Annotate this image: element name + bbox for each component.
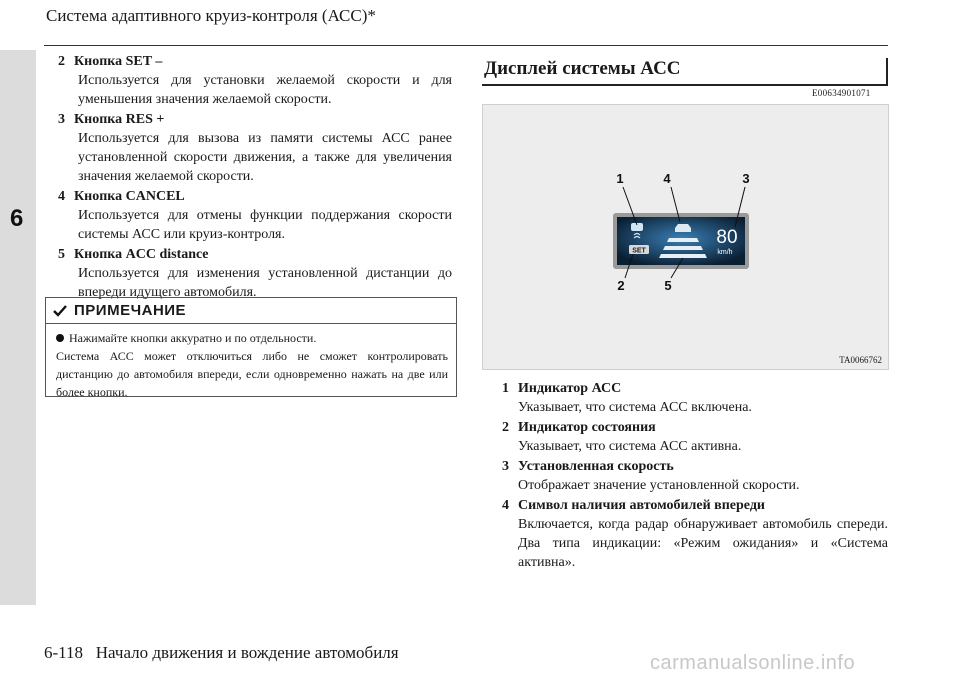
list-item bbox=[502, 418, 888, 456]
list-item bbox=[502, 496, 888, 572]
list-item bbox=[502, 457, 888, 495]
item-heading: Кнопка SET – bbox=[74, 54, 163, 69]
left-column bbox=[52, 52, 452, 303]
item-body: Используется для изменения установленной дистанции до впереди идущего автомобиля. bbox=[78, 266, 452, 300]
callout-label: 4 bbox=[663, 171, 671, 186]
list-item bbox=[502, 379, 888, 417]
chapter-sidebar-tab bbox=[0, 50, 36, 605]
item-number: 3 bbox=[58, 112, 65, 127]
item-heading: Кнопка RES + bbox=[74, 112, 165, 127]
note-title: ПРИМЕЧАНИЕ bbox=[74, 302, 187, 319]
item-heading: Кнопка CANCEL bbox=[74, 189, 185, 204]
watermark: carmanualsonline.info bbox=[650, 652, 856, 674]
page-footer bbox=[44, 643, 399, 663]
section-corner-mark bbox=[886, 58, 888, 84]
header-rule bbox=[44, 45, 888, 46]
speed-unit-label: km/h bbox=[717, 249, 733, 256]
item-number: 2 bbox=[502, 420, 509, 435]
note-box bbox=[45, 297, 457, 397]
callout-label: 1 bbox=[616, 171, 624, 186]
note-body bbox=[46, 324, 456, 401]
item-heading: Установленная скорость bbox=[518, 459, 674, 474]
set-badge-text: SET bbox=[632, 247, 646, 255]
chapter-number: 6 bbox=[10, 205, 24, 232]
note-text: Система АСС может отключиться либо не сможет контролировать дистанцию до автомобиля впереди, если одновременно нажать на две или более кнопки. bbox=[56, 349, 448, 399]
section-title: Дисплей системы АСС bbox=[484, 58, 681, 79]
page-header-title: Система адаптивного круиз-контроля (АСС)* bbox=[46, 6, 376, 25]
item-heading: Индикатор АСС bbox=[518, 381, 622, 396]
item-heading: Кнопка ACC distance bbox=[74, 247, 209, 262]
list-item bbox=[52, 187, 452, 244]
note-bullet-text: Нажимайте кнопки аккуратно и по отдельности. bbox=[69, 331, 317, 345]
checkmark-icon bbox=[52, 303, 68, 319]
item-number: 4 bbox=[58, 189, 65, 204]
set-status-badge bbox=[629, 245, 649, 255]
item-heading: Индикатор состояния bbox=[518, 420, 656, 435]
figure-code: TA0066762 bbox=[839, 355, 882, 365]
vehicle-ahead-icon bbox=[675, 224, 691, 232]
set-speed-value: 80 bbox=[716, 227, 738, 248]
item-body: Используется для отмены функции поддержания скорости системы АСС или круиз-контроля. bbox=[78, 208, 452, 242]
callout-label: 2 bbox=[617, 278, 625, 293]
list-item bbox=[52, 110, 452, 186]
note-title-bar bbox=[46, 298, 456, 324]
section-heading bbox=[482, 50, 888, 86]
item-body: Включается, когда радар обнаруживает автомобиль спереди. Два типа индикации: «Режим ожидания» и «Система активна». bbox=[518, 517, 888, 570]
callout-label: 5 bbox=[664, 278, 672, 293]
right-column-list bbox=[502, 379, 888, 573]
list-item bbox=[52, 245, 452, 302]
acc-display-illustration bbox=[483, 105, 888, 369]
item-number: 4 bbox=[502, 498, 509, 513]
footer-title: Начало движения и вождение автомобиля bbox=[95, 643, 399, 662]
bullet-icon bbox=[56, 334, 64, 342]
item-number: 3 bbox=[502, 459, 509, 474]
acc-display-figure bbox=[482, 104, 889, 370]
item-body: Указывает, что система АСС включена. bbox=[518, 400, 752, 415]
item-heading: Символ наличия автомобилей впереди bbox=[518, 498, 765, 513]
item-number: 2 bbox=[58, 54, 65, 69]
section-code: E00634901071 bbox=[812, 88, 871, 98]
page-number: 6-118 bbox=[44, 643, 84, 662]
item-body: Указывает, что система АСС активна. bbox=[518, 439, 742, 454]
item-body: Отображает значение установленной скорости. bbox=[518, 478, 800, 493]
item-body: Используется для установки желаемой скорости и для уменьшения значения желаемой скорости. bbox=[78, 73, 452, 107]
callout-label: 3 bbox=[742, 171, 750, 186]
item-number: 1 bbox=[502, 381, 509, 396]
item-body: Используется для вызова из памяти системы АСС ранее установленной скорости движения, а также для увеличения значения желаемой скорости. bbox=[78, 131, 452, 184]
item-number: 5 bbox=[58, 247, 65, 262]
list-item bbox=[52, 52, 452, 109]
